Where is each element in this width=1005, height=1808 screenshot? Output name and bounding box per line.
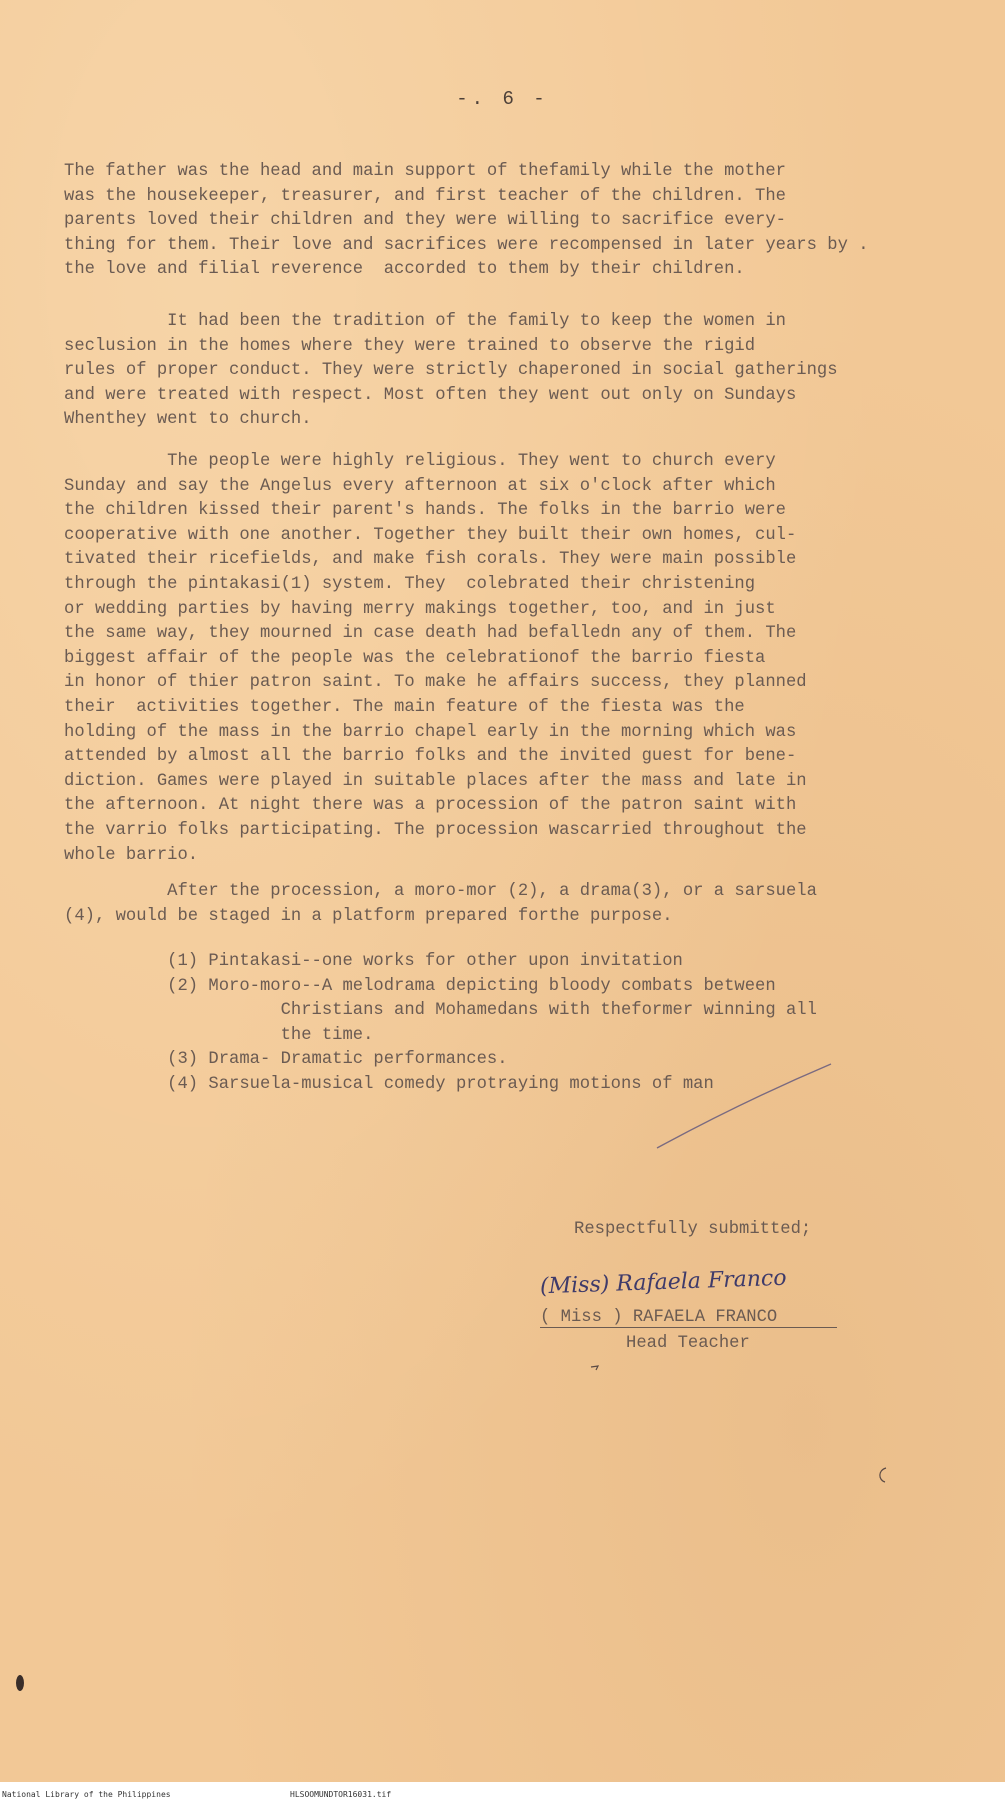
- handwritten-signature: (Miss) Rafaela Franco: [539, 1265, 787, 1300]
- paragraph-family-roles: The father was the head and main support of thefamily while the mother was the housekeeper, treasurer, and first teacher of the children. The parents loved their children and they were willing to sacrifice every- thing for them. Their love and sacrifices were recompensed in later years by . the love and filial reverence accorded to them by their children.: [64, 162, 869, 280]
- paragraph-religion-fiesta: The people were highly religious. They went to church every Sunday and say the Angelus every afternoon at six o'clock after which the children kissed their parent's hands. The folks in the barrio were cooperative with one another. Together they built their own homes, cul- tivated their ricefields, and make fish corals. They were main possible through the pintakasi(1) system. They colebrated their christening or wedding parties by having merry makings together, too, and in just the same way, they mourned in case death had befalledn any of them. The biggest affair of the people was the celebrationof the barrio fiesta in honor of thier patron saint. To make he affairs success, they planned their activities together. The main feature of the fiesta was the holding of the mass in the barrio chapel early in the morning which was attended by almost all the barrio folks and the invited guest for bene- diction. Games were played in suitable places after the mass and late in the afternoon. At night there was a procession of the patron saint with the varrio folks participating. The procession wascarried throughout the whole barrio.: [64, 452, 807, 865]
- margin-curl-mark: [876, 1466, 888, 1484]
- footer-library-name: National Library of the Philippines: [2, 1790, 171, 1799]
- closing-line: Respectfully submitted;: [574, 1220, 812, 1239]
- footer-file-name: HLSOOMUNDTOR16031.tif: [290, 1790, 392, 1799]
- ink-speck-mark: [590, 1362, 602, 1372]
- pen-stroke-mark: [655, 1062, 835, 1152]
- scan-footer: [0, 1784, 1005, 1808]
- paragraph-procession: After the procession, a moro-mor (2), a drama(3), or a sarsuela (4), would be staged in a platform prepared forthe purpose.: [64, 882, 817, 926]
- ink-blot-mark: [14, 1672, 26, 1694]
- footnotes: (1) Pintakasi--one works for other upon invitation (2) Moro-moro--A melodrama depicting bloody combats between Christians and Mohamedans with theformer winning all the time. (3) Drama- Dramatic performances. (4) Sarsuela-musical comedy protraying motions of man: [167, 952, 817, 1094]
- typed-signature: ( Miss ) RAFAELA FRANCO: [540, 1308, 837, 1328]
- paragraph-women-seclusion: It had been the tradition of the family to keep the women in seclusion in the homes where they were trained to observe the rigid rules of proper conduct. They were strictly chaperoned in social gatherings and were treated with respect. Most often they went out only on Sundays Whenthey went to church.: [64, 312, 838, 430]
- signature-title: Head Teacher: [626, 1334, 750, 1353]
- page-number: -. 6 -: [456, 88, 549, 110]
